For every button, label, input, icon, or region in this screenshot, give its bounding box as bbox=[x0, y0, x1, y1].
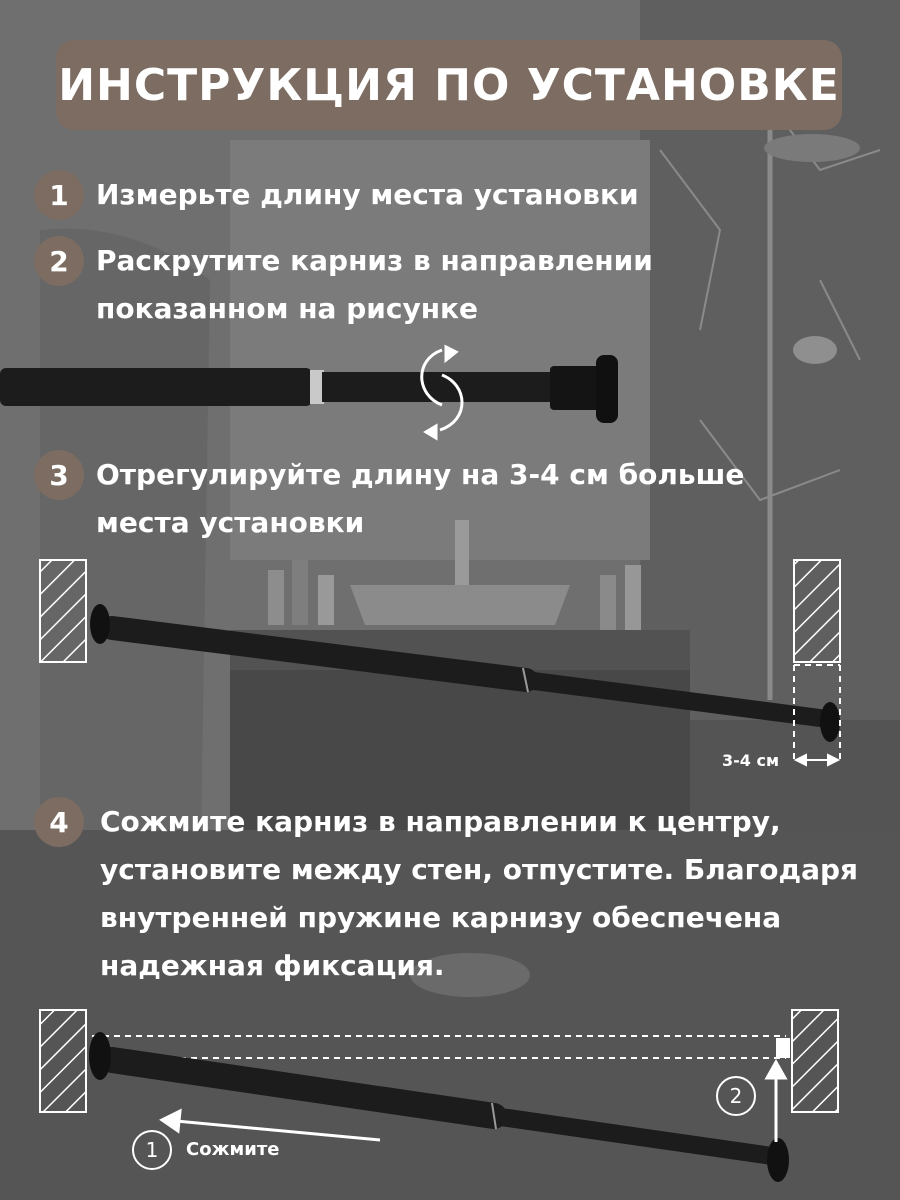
target-position-guide bbox=[92, 1036, 786, 1058]
rod-inner-tube bbox=[494, 1116, 772, 1156]
step-number-2: 2 bbox=[34, 236, 84, 286]
step-line: внутренней пружине карнизу обеспечена bbox=[100, 901, 782, 934]
step-number-3: 3 bbox=[34, 450, 84, 500]
page-title: ИНСТРУКЦИЯ ПО УСТАНОВКЕ bbox=[58, 59, 840, 111]
step-line: установите между стен, отпустите. Благодаря bbox=[100, 853, 859, 886]
step-line: Отрегулируйте длину на 3-4 см больше bbox=[96, 458, 745, 491]
step-line: надежная фиксация. bbox=[100, 949, 445, 982]
callout-label-compress: Сожмите bbox=[186, 1139, 280, 1160]
rod-end-right bbox=[767, 1138, 789, 1182]
rod-end-left bbox=[89, 1032, 111, 1080]
step-line: Сожмите карниз в направлении к центру, bbox=[100, 805, 781, 838]
arrow-icon bbox=[162, 1111, 380, 1140]
step-line: Раскрутите карниз в направлении bbox=[96, 244, 653, 277]
extension-label: 3-4 см bbox=[722, 751, 780, 770]
step-number-1: 1 bbox=[34, 170, 84, 220]
step-line: места установки bbox=[96, 506, 365, 539]
callout-number-1: 1 bbox=[132, 1130, 172, 1170]
rod-outer-tube bbox=[112, 1060, 494, 1116]
step-line: Измерьте длину места установки bbox=[96, 178, 639, 211]
callout-number-2: 2 bbox=[716, 1076, 756, 1116]
step-number-4: 4 bbox=[34, 797, 84, 847]
step-line: показанном на рисунке bbox=[96, 292, 479, 325]
arrow-icon bbox=[767, 1062, 785, 1142]
